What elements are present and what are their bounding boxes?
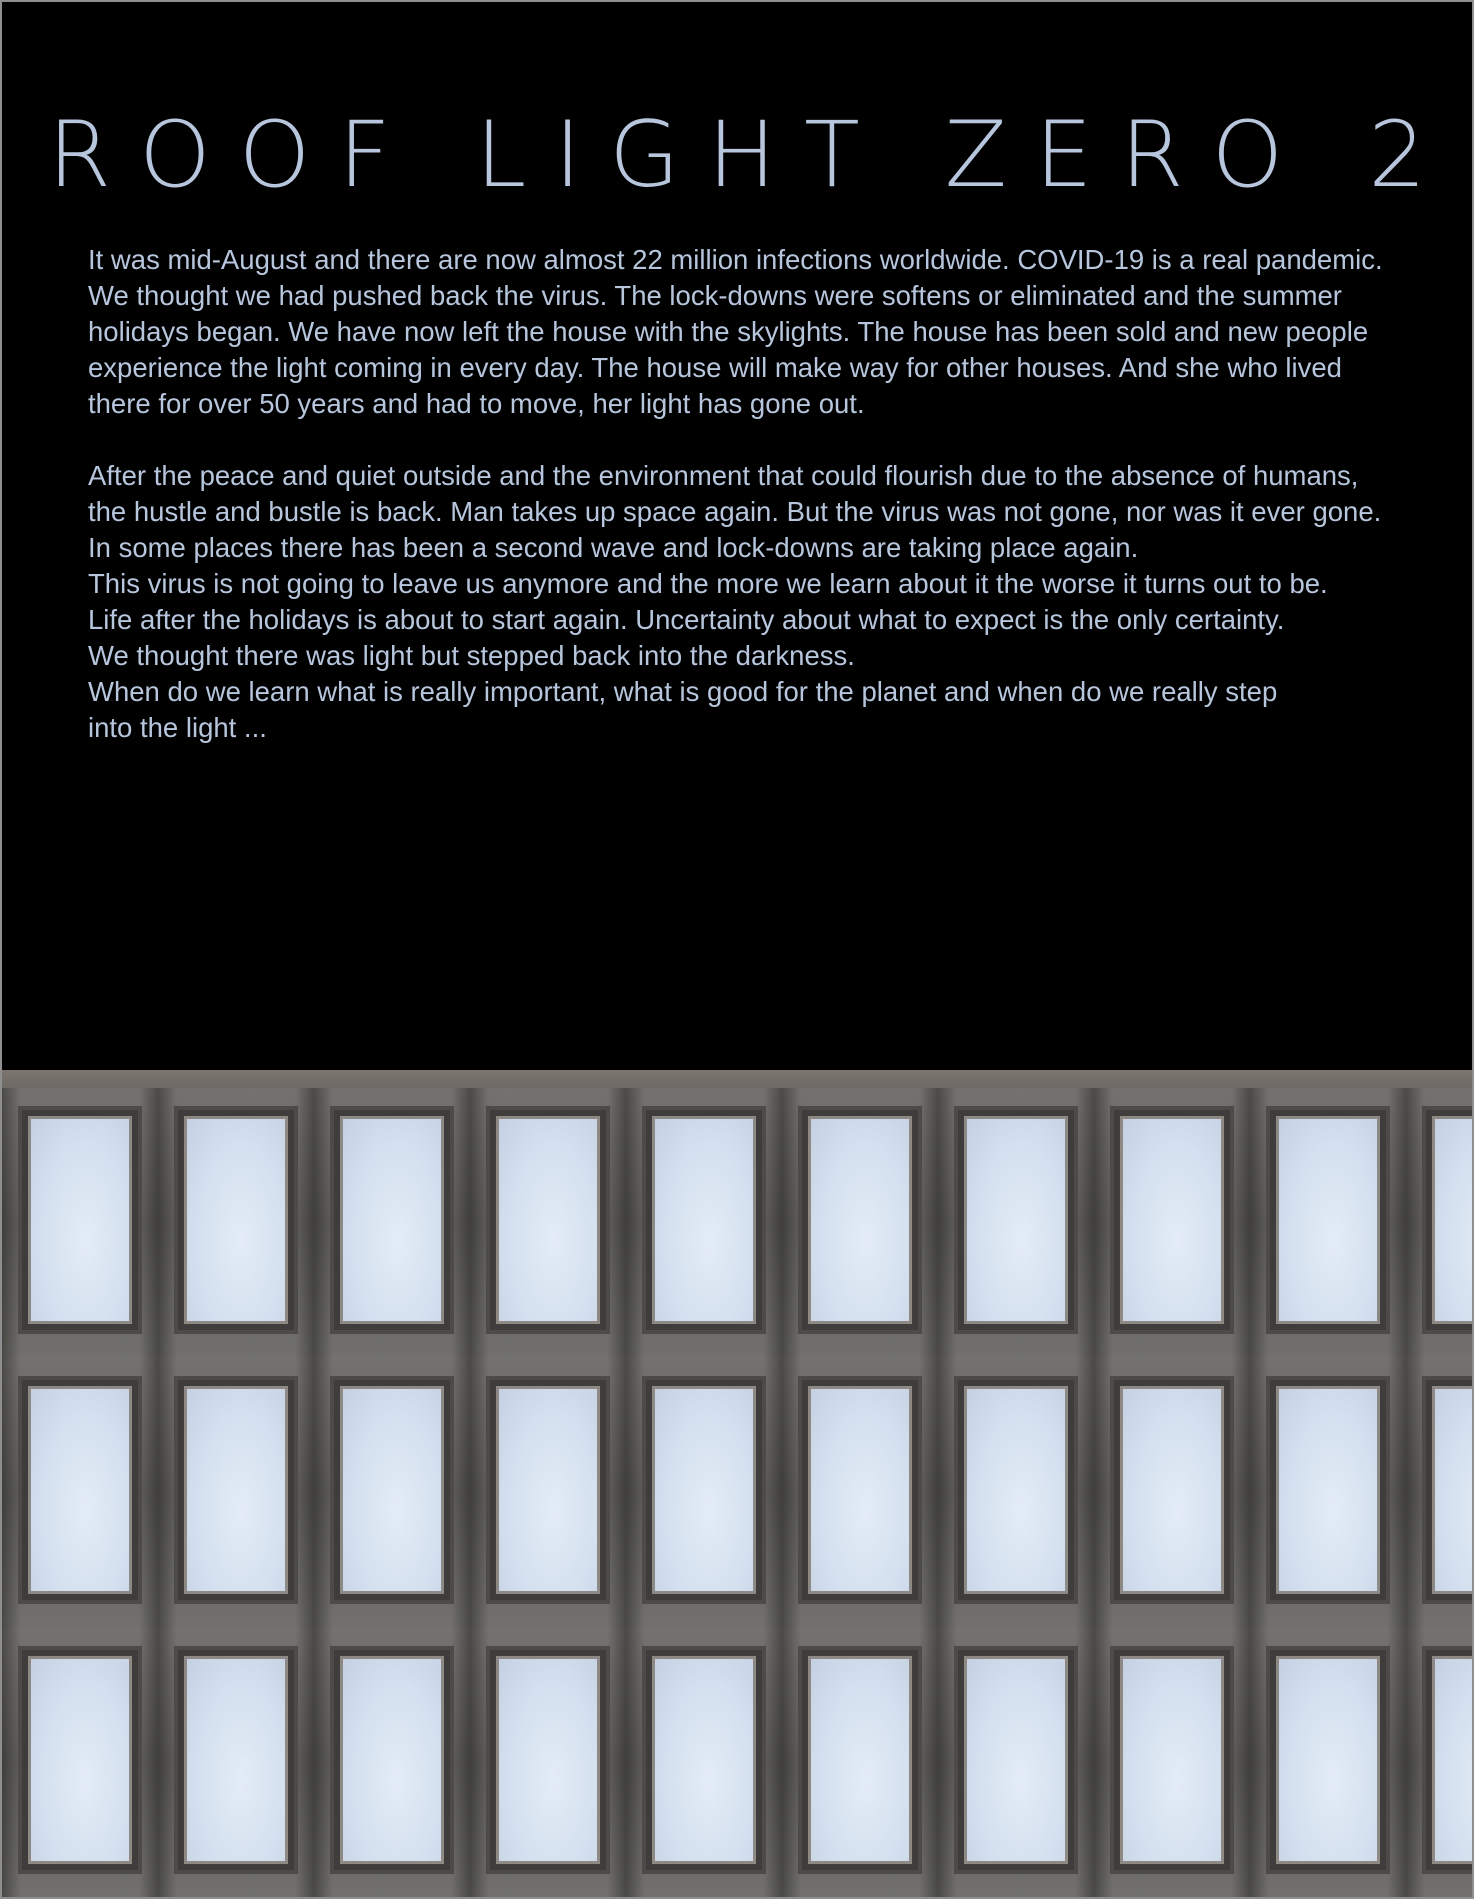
skylight-window [1250, 1628, 1406, 1898]
skylight-window [1094, 1358, 1250, 1628]
skylight-window [626, 1088, 782, 1358]
skylight-window [1250, 1358, 1406, 1628]
skylight-pane [802, 1380, 918, 1600]
paragraph-2-line: When do we learn what is really important, what is good for the planet and when do we really step [88, 676, 1278, 707]
skylight-window [626, 1628, 782, 1898]
skylight-window [2, 1088, 158, 1358]
skylight-window [314, 1088, 470, 1358]
skylight-pane [490, 1110, 606, 1330]
skylight-window [470, 1628, 626, 1898]
paragraph-2-line: In some places there has been a second wave and lock-downs are taking place again. [88, 532, 1139, 563]
skylight-pane [1270, 1110, 1386, 1330]
skylight-pane [490, 1650, 606, 1870]
skylight-window [782, 1628, 938, 1898]
skylight-pane [958, 1110, 1074, 1330]
skylight-window [782, 1358, 938, 1628]
skylight-window [2, 1358, 158, 1628]
skylight-pane [22, 1110, 138, 1330]
skylight-pane [958, 1380, 1074, 1600]
skylight-pane [1270, 1650, 1386, 1870]
skylight-pane [802, 1110, 918, 1330]
skylight-window [1250, 1088, 1406, 1358]
skylight-pane [22, 1380, 138, 1600]
paragraph-1 [88, 242, 1390, 422]
skylight-pane [1114, 1650, 1230, 1870]
paragraph-1-line: We thought we had pushed back the virus. The lock-downs were softens or eliminated and the summer [88, 280, 1342, 311]
skylight-pane [1114, 1110, 1230, 1330]
skylight-window [938, 1358, 1094, 1628]
skylight-window [938, 1088, 1094, 1358]
paragraph-1-line: holidays began. We have now left the house with the skylights. The house has been sold and new people [88, 316, 1369, 347]
skylight-window [1406, 1628, 1474, 1898]
skylight-window [1094, 1628, 1250, 1898]
paragraph-2-line: We thought there was light but stepped back into the darkness. [88, 640, 855, 671]
skylight-pane [1426, 1110, 1474, 1330]
skylight-window [158, 1358, 314, 1628]
skylight-pane [178, 1380, 294, 1600]
skylight-window [626, 1358, 782, 1628]
paragraph-2-line: Life after the holidays is about to start again. Uncertainty about what to expect is the only certainty. [88, 604, 1285, 635]
skylight-pane [490, 1380, 606, 1600]
paragraph-2-line: After the peace and quiet outside and the environment that could flourish due to the absence of humans, [88, 460, 1359, 491]
skylight-pane [334, 1650, 450, 1870]
skylight-window [938, 1628, 1094, 1898]
skylights-photo [2, 1070, 1472, 1897]
paragraph-2-line: the hustle and bustle is back. Man takes up space again. But the virus was not gone, nor was it ever gone. [88, 496, 1382, 527]
skylight-pane [646, 1110, 762, 1330]
skylight-window [1094, 1088, 1250, 1358]
skylight-pane [1426, 1650, 1474, 1870]
skylight-pane [802, 1650, 918, 1870]
photo-ceiling-edge [2, 1070, 1472, 1090]
page-title: ROOF LIGHT ZERO 2 [47, 103, 1455, 208]
skylight-pane [178, 1650, 294, 1870]
skylight-window [314, 1358, 470, 1628]
skylight-pane [1270, 1380, 1386, 1600]
skylight-window [470, 1358, 626, 1628]
paragraph-2 [88, 458, 1390, 746]
skylight-pane [646, 1380, 762, 1600]
skylight-pane [178, 1110, 294, 1330]
skylight-window [470, 1088, 626, 1358]
paragraph-1-line: experience the light coming in every day. The house will make way for other houses. And she who lived [88, 352, 1342, 383]
paragraph-1-line: It was mid-August and there are now almost 22 million infections worldwide. COVID-19 is a real pandemic. [88, 244, 1383, 275]
text-panel [2, 2, 1472, 1070]
skylight-pane [958, 1650, 1074, 1870]
skylight-window [314, 1628, 470, 1898]
skylight-window [1406, 1088, 1474, 1358]
paragraph-2-line: This virus is not going to leave us anymore and the more we learn about it the worse it turns out to be. [88, 568, 1328, 599]
skylight-pane [1426, 1380, 1474, 1600]
skylight-pane [1114, 1380, 1230, 1600]
skylight-window [1406, 1358, 1474, 1628]
skylight-window [2, 1628, 158, 1898]
paragraph-2-line: into the light ... [88, 712, 267, 743]
skylight-window [158, 1628, 314, 1898]
skylight-pane [22, 1650, 138, 1870]
paragraph-1-line: there for over 50 years and had to move, her light has gone out. [88, 388, 865, 419]
story-text [88, 242, 1390, 746]
skylight-pane [646, 1650, 762, 1870]
skylight-grid [2, 1090, 1472, 1897]
skylight-window [158, 1088, 314, 1358]
skylight-window [782, 1088, 938, 1358]
skylight-pane [334, 1380, 450, 1600]
skylight-pane [334, 1110, 450, 1330]
